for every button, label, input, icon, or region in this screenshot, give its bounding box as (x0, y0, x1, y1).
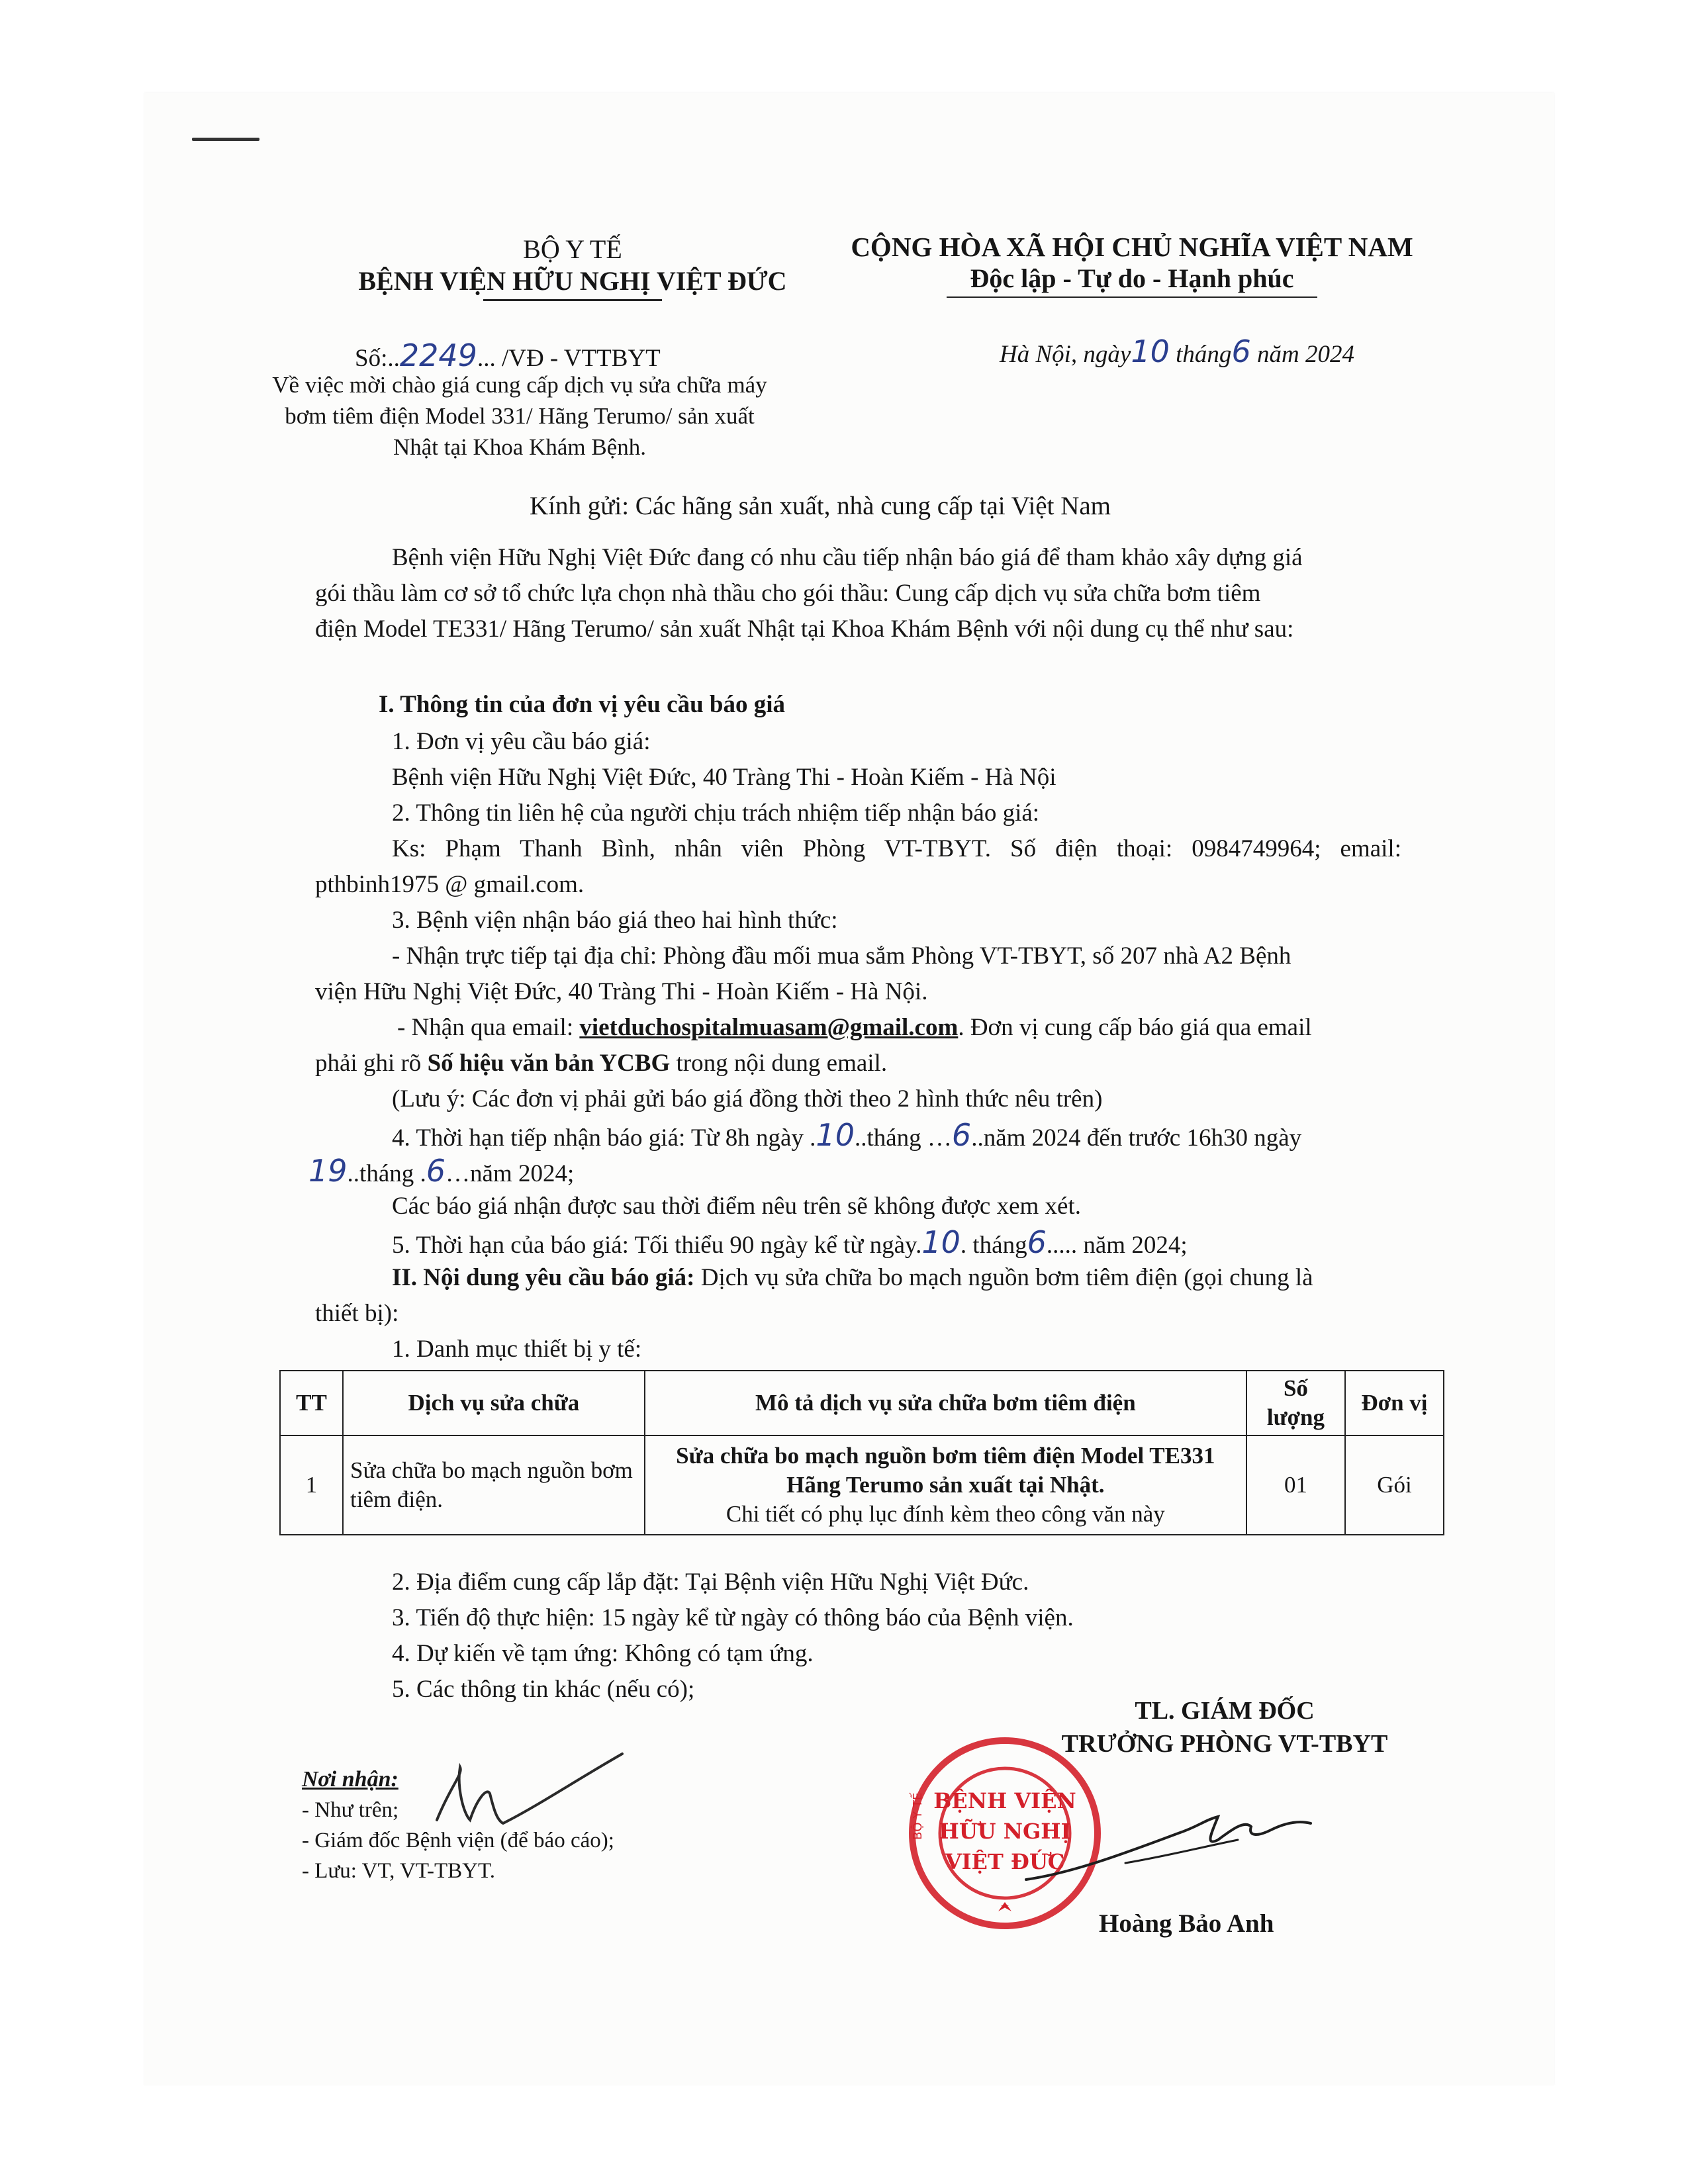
header-unit: Đơn vị (1345, 1371, 1444, 1435)
row-description (645, 1435, 1246, 1535)
row-desc-normal: Chi tiết có phụ lục đính kèm theo công văn này (726, 1501, 1165, 1527)
section-2-title-line-2: thiết bị): (315, 1300, 399, 1327)
national-motto: Độc lập - Tự do - Hạnh phúc (970, 263, 1294, 293)
section-2-item: 3. Tiến độ thực hiện: 15 ngày kể từ ngày có thông báo của Bệnh viện. (392, 1604, 1074, 1631)
row-tt: 1 (280, 1435, 343, 1535)
subject-line: Nhật tại Khoa Khám Bệnh. (393, 434, 646, 460)
section-1-item-3-label: 3. Bệnh viện nhận báo giá theo hai hình thức: (392, 907, 838, 934)
email-req-c: trong nội dung email. (670, 1050, 888, 1077)
deadline-b: ..tháng … (854, 1124, 952, 1152)
table-header-row (280, 1371, 1444, 1435)
deadline-e: …năm 2024; (445, 1160, 575, 1187)
deadline-line-2 (308, 1154, 574, 1191)
corner-mark (192, 138, 259, 141)
row-quantity: 01 (1246, 1435, 1345, 1535)
intro-line: điện Model TE331/ Hãng Terumo/ sản xuất Nhật tại Khoa Khám Bệnh với nội dung cụ thể như sau: (315, 615, 1294, 643)
deadline-line (392, 1118, 1301, 1155)
recipient-line: - Giám đốc Bệnh viện (để báo cáo); (302, 1829, 614, 1852)
section-2-item: 5. Các thông tin khác (nếu có); (392, 1676, 695, 1703)
date-day-handwritten: 10 (1131, 334, 1170, 369)
validity-month: 6 (1027, 1224, 1047, 1260)
stamp-ring-text: BỘ Y TẾ (911, 1792, 925, 1840)
contact-line: Ks: Phạm Thanh Bình, nhân viên Phòng VT-TBYT. Số điện thoại: 0984749964; email: (392, 835, 1401, 862)
section-2-item: 2. Địa điểm cung cấp lắp đặt: Tại Bệnh viện Hữu Nghị Việt Đức. (392, 1569, 1029, 1596)
ministry-name: BỘ Y TẾ (523, 234, 622, 264)
validity-day: 10 (921, 1224, 961, 1260)
stamp-text-1: BỆNH VIỆN (933, 1788, 1076, 1813)
intro-line: Bệnh viện Hữu Nghị Việt Đức đang có nhu cầu tiếp nhận báo giá để tham khảo xây dựng giá (392, 544, 1303, 571)
recipient-line: - Lưu: VT, VT-TBYT. (302, 1859, 495, 1883)
section-2-item: 4. Dự kiến về tạm ứng: Không có tạm ứng. (392, 1640, 814, 1667)
email-req-bold: Số hiệu văn bản YCBG (427, 1050, 671, 1077)
row-unit: Gói (1345, 1435, 1444, 1535)
signature-line-2: TRƯỞNG PHÒNG VT-TBYT (1061, 1730, 1388, 1758)
stamp-text-2: HỮU NGHỊ (939, 1819, 1071, 1844)
section-1-item-1-value: Bệnh viện Hữu Nghị Việt Đức, 40 Tràng Thi - Hoàn Kiếm - Hà Nội (392, 764, 1056, 791)
motto-underline (947, 296, 1317, 298)
deadline-day-2: 19 (308, 1153, 348, 1189)
date-prefix: Hà Nội, ngày (1000, 341, 1131, 368)
date-year: năm 2024 (1256, 341, 1354, 368)
validity-a: 5. Thời hạn của báo giá: Tối thiểu 90 ngày kể từ ngày. (392, 1232, 922, 1259)
validity-line (392, 1226, 1188, 1262)
subject-line: bơm tiêm điện Model 331/ Hãng Terumo/ sản xuất (285, 403, 755, 429)
subject-block (245, 369, 794, 463)
receive-email-line (397, 1011, 1312, 1044)
header-service: Dịch vụ sửa chữa (343, 1371, 645, 1435)
section-2-title-rest: Dịch vụ sửa chữa bo mạch nguồn bơm tiêm điện (gọi chung là (694, 1264, 1313, 1291)
section-1-item-1-label: 1. Đơn vị yêu cầu báo giá: (392, 728, 651, 755)
deadline-d: ..tháng . (347, 1160, 426, 1187)
receive-email-prefix: - Nhận qua email: (397, 1014, 580, 1041)
issue-date (1000, 335, 1354, 371)
row-service: Sửa chữa bo mạch nguồn bơm tiêm điện. (343, 1435, 645, 1535)
salutation: Kính gửi: Các hãng sản xuất, nhà cung cấp tại Việt Nam (530, 492, 1111, 520)
doc-number-handwritten: 2249 (399, 338, 477, 373)
initials-signature (424, 1747, 635, 1840)
section-2-title-line (392, 1261, 1313, 1295)
director-signature (1019, 1800, 1337, 1899)
deadline-note: Các báo giá nhận được sau thời điểm nêu trên sẽ không được xem xét. (392, 1193, 1082, 1220)
deadline-day-1: 10 (816, 1117, 855, 1153)
recipient-line: - Như trên; (302, 1798, 399, 1822)
receive-direct-line: - Nhận trực tiếp tại địa chỉ: Phòng đầu mối mua sắm Phòng VT-TBYT, số 207 nhà A2 Bệnh (392, 942, 1291, 970)
subject-line: Về việc mời chào giá cung cấp dịch vụ sửa chữa máy (272, 372, 767, 398)
header-quantity: Số lượng (1246, 1371, 1345, 1435)
doc-number-prefix: Số:.. (355, 345, 400, 372)
validity-b: . tháng (960, 1232, 1027, 1259)
row-desc-bold-1: Sửa chữa bo mạch nguồn bơm tiêm điện Model TE331 (676, 1443, 1215, 1469)
device-table (279, 1370, 1444, 1535)
signer-name: Hoàng Bảo Anh (1099, 1909, 1274, 1938)
row-desc-bold-2: Hãng Terumo sản xuất tại Nhật. (786, 1472, 1105, 1498)
email-requirement-line (315, 1047, 887, 1080)
device-list-label: 1. Danh mục thiết bị y tế: (392, 1336, 642, 1363)
section-1-title: I. Thông tin của đơn vị yêu cầu báo giá (379, 691, 786, 718)
recipients-title: Nơi nhận: (302, 1767, 399, 1792)
hospital-underline (483, 299, 662, 301)
stamp-text-3: VIỆT ĐỨC (945, 1849, 1065, 1874)
table-row (280, 1435, 1444, 1535)
header-tt: TT (280, 1371, 343, 1435)
header-description: Mô tả dịch vụ sửa chữa bơm tiêm điện (645, 1371, 1246, 1435)
deadline-month-1: 6 (951, 1117, 972, 1153)
section-2-title: II. Nội dung yêu cầu báo giá: (392, 1264, 695, 1291)
intro-line: gói thầu làm cơ sở tổ chức lựa chọn nhà thầu cho gói thầu: Cung cấp dịch vụ sửa chữa bơm tiêm (315, 580, 1261, 607)
hospital-name: BỆNH VIỆN HỮU NGHỊ VIỆT ĐỨC (358, 266, 787, 296)
section-1-item-2-label: 2. Thông tin liên hệ của người chịu trách nhiệm tiếp nhận báo giá: (392, 799, 1040, 827)
date-month-label: tháng (1176, 341, 1232, 368)
receive-email-link[interactable]: vietduchospitalmuasam@gmail.com (579, 1014, 959, 1041)
contact-email: pthbinh1975 @ gmail.com. (315, 871, 585, 898)
note-line: (Lưu ý: Các đơn vị phải gửi báo giá đồng thời theo 2 hình thức nêu trên) (392, 1085, 1103, 1113)
signature-line-1: TL. GIÁM ĐỐC (1135, 1697, 1315, 1725)
deadline-c: ..năm 2024 đến trước 16h30 ngày (971, 1124, 1302, 1152)
validity-c: ..... năm 2024; (1046, 1232, 1188, 1259)
doc-number-suffix: ... /VĐ - VTTBYT (477, 345, 661, 372)
email-req-a: phải ghi rõ (315, 1050, 428, 1077)
receive-email-suffix: . Đơn vị cung cấp báo giá qua email (958, 1014, 1312, 1041)
deadline-month-2: 6 (426, 1153, 446, 1189)
date-month-handwritten: 6 (1231, 334, 1251, 369)
country-name: CỘNG HÒA XÃ HỘI CHỦ NGHĨA VIỆT NAM (851, 232, 1413, 262)
receive-direct-line: viện Hữu Nghị Việt Đức, 40 Tràng Thi - Hoàn Kiếm - Hà Nội. (315, 978, 928, 1005)
deadline-a: 4. Thời hạn tiếp nhận báo giá: Từ 8h ngày . (392, 1124, 816, 1152)
